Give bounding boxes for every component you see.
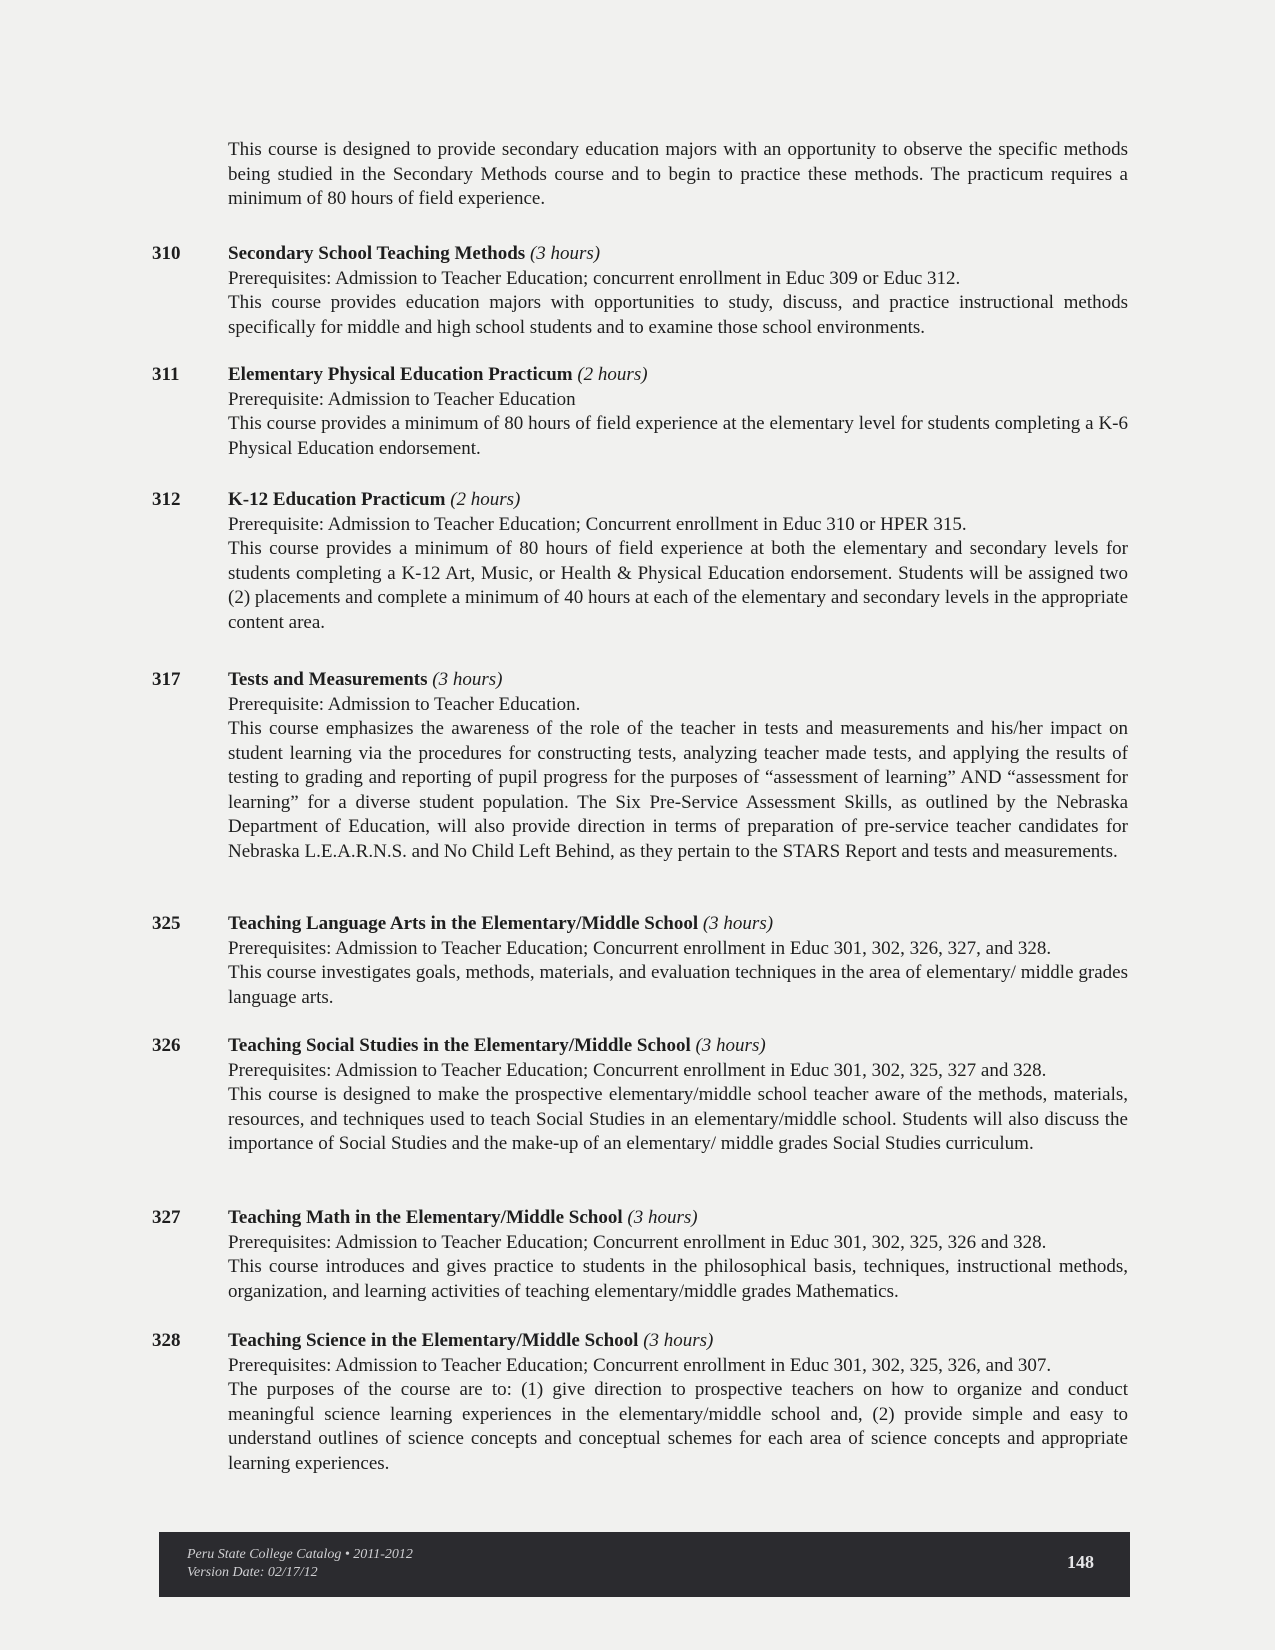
- course-title-line: [228, 488, 1128, 513]
- course-title-line: [228, 1329, 1128, 1354]
- course-prerequisites: Prerequisites: Admission to Teacher Education; Concurrent enrollment in Educ 301, 302, 325, 326, and 307.: [228, 1354, 1052, 1376]
- course-hours: (3 hours): [643, 1330, 714, 1351]
- course-description: This course investigates goals, methods, materials, and evaluation techniques in the area of elementary/ middle grades language arts.: [228, 962, 1128, 1008]
- course-title-line: [228, 363, 1128, 388]
- course-title: Teaching Social Studies in the Elementary/Middle School: [228, 1035, 691, 1056]
- course-prerequisites: Prerequisites: Admission to Teacher Education; concurrent enrollment in Educ 309 or Educ 312.: [228, 267, 961, 289]
- course-title: Elementary Physical Education Practicum: [228, 364, 573, 385]
- course-description: The purposes of the course are to: (1) give direction to prospective teachers on how to organize and conduct meaningful science learning experiences in the elementary/middle school and, (2) provide simple and easy to understand outlines of science concepts and conceptual schemes for each area of science concepts and appropriate learning experiences.: [228, 1379, 1128, 1474]
- course-prerequisites: Prerequisite: Admission to Teacher Education: [228, 388, 576, 410]
- course-title-line: [228, 912, 1128, 937]
- course-number: 327: [152, 1207, 181, 1228]
- course-number: 328: [152, 1330, 181, 1351]
- course-title: Teaching Science in the Elementary/Middle School: [228, 1330, 639, 1351]
- course-title: Teaching Math in the Elementary/Middle School: [228, 1207, 623, 1228]
- course-prerequisites: Prerequisites: Admission to Teacher Education; Concurrent enrollment in Educ 301, 302, 325, 326 and 328.: [228, 1231, 1047, 1253]
- course-number: 312: [152, 489, 181, 510]
- course-description: This course emphasizes the awareness of the role of the teacher in tests and measurements and his/her impact on student learning via the procedures for constructing tests, analyzing teacher made tests, and applying the results of testing to grading and reporting of pupil progress for the purposes of “assessment of learning” AND “assessment for learning” for a diverse student population. The Six Pre-Service Assessment Skills, as outlined by the Nebraska Department of Education, will also provide direction in terms of preparation of pre-service teacher candidates for Nebraska L.E.A.R.N.S. and No Child Left Behind, as they pertain to the STARS Report and tests and measurements.: [228, 718, 1128, 862]
- course-title-line: [228, 1206, 1128, 1231]
- course-body: [228, 1329, 1128, 1476]
- course-number: 311: [152, 364, 180, 385]
- course-description: This course is designed to make the prospective elementary/middle school teacher aware of the methods, materials, resources, and techniques used to teach Social Studies in an elementary/middle school. Students will also discuss the importance of Social Studies and the make-up of an elementary/ middle grades Social Studies curriculum.: [228, 1084, 1128, 1154]
- page-footer: [159, 1532, 1130, 1597]
- course-description: This course provides education majors with opportunities to study, discuss, and practice instructional methods specifically for middle and high school students and to examine those school environments.: [228, 292, 1128, 338]
- course-prerequisites: Prerequisites: Admission to Teacher Education; Concurrent enrollment in Educ 301, 302, 326, 327, and 328.: [228, 937, 1052, 959]
- course-body: [228, 668, 1128, 864]
- course-body: [228, 1034, 1128, 1157]
- course-hours: (3 hours): [529, 243, 601, 264]
- course-description: This course introduces and gives practice to students in the philosophical basis, techniques, instructional methods, organization, and learning activities of teaching elementary/middle grades Mathematics.: [228, 1256, 1128, 1302]
- page-number: 148: [1067, 1552, 1094, 1572]
- course-body: [228, 363, 1128, 461]
- footer-version-date: Version Date: 02/17/12: [187, 1565, 318, 1580]
- course-title: Secondary School Teaching Methods: [228, 243, 526, 264]
- course-hours: (2 hours): [450, 489, 521, 510]
- course-body: [228, 242, 1128, 340]
- course-title: Tests and Measurements: [228, 669, 428, 690]
- course-prerequisites: Prerequisite: Admission to Teacher Education.: [228, 693, 581, 715]
- course-prerequisites: Prerequisites: Admission to Teacher Education; Concurrent enrollment in Educ 301, 302, 325, 327 and 328.: [228, 1059, 1047, 1081]
- course-number: 325: [152, 913, 181, 934]
- course-body: [228, 912, 1128, 1010]
- course-description: This course provides a minimum of 80 hours of field experience at the elementary level for students completing a K-6 Physical Education endorsement.: [228, 413, 1128, 459]
- course-body: [228, 1206, 1128, 1304]
- course-title-line: [228, 1034, 1128, 1059]
- course-title: Teaching Language Arts in the Elementary/Middle School: [228, 913, 699, 934]
- course-number: 317: [152, 669, 181, 690]
- course-number: 326: [152, 1035, 181, 1056]
- course-hours: (3 hours): [695, 1035, 766, 1056]
- course-hours: (3 hours): [627, 1207, 698, 1228]
- course-prerequisites: Prerequisite: Admission to Teacher Education; Concurrent enrollment in Educ 310 or HPER 315.: [228, 513, 967, 535]
- course-hours: (3 hours): [432, 669, 503, 690]
- course-hours: (3 hours): [702, 913, 774, 934]
- intro-paragraph: This course is designed to provide secondary education majors with an opportunity to observe the specific methods being studied in the Secondary Methods course and to begin to practice these methods. The practicum requires a minimum of 80 hours of field experience.: [228, 139, 1128, 209]
- course-hours: (2 hours): [577, 364, 648, 385]
- course-title-line: [228, 668, 1128, 693]
- course-body: [228, 488, 1128, 635]
- course-title-line: [228, 242, 1128, 267]
- footer-catalog-info: [187, 1546, 413, 1582]
- footer-catalog-title: Peru State College Catalog • 2011-2012: [187, 1547, 413, 1562]
- course-title: K-12 Education Practicum: [228, 489, 446, 510]
- course-number: 310: [152, 243, 181, 264]
- course-description: This course provides a minimum of 80 hours of field experience at both the elementary and secondary levels for students completing a K-12 Art, Music, or Health & Physical Education endorsement. Students will be assigned two (2) placements and complete a minimum of 40 hours at each of the elementary and secondary levels in the appropriate content area.: [228, 538, 1128, 633]
